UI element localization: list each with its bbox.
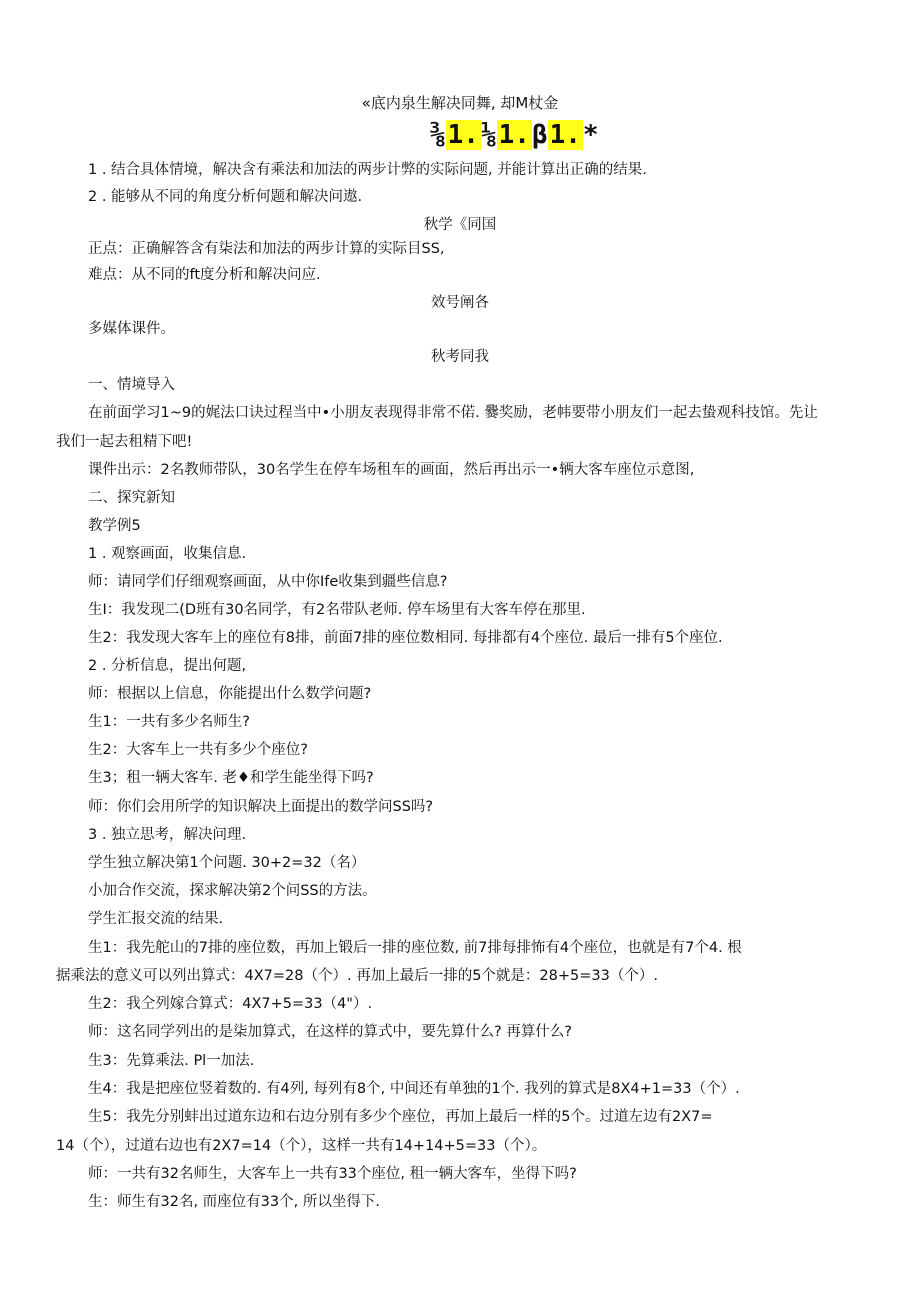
- paragraph-line: 生5：我先分别蚌出过道东边和右边分别有多少个座位，再加上最后一样的5个。过道左边有2X7=: [88, 1109, 713, 1125]
- paragraph-line: 师：请同学们仔细观察画面，从中你Ife收集到疆些信息?: [88, 574, 448, 590]
- section-heading-process: 秋考同我: [431, 349, 489, 365]
- highlight-1: 1.: [447, 120, 479, 150]
- paragraph-line: 2 . 分析信息，提出何题,: [88, 658, 247, 674]
- paragraph-line: 小加合作交流，探求解决第2个问SS的方法。: [88, 883, 377, 899]
- paragraph-line: 学生独立解决第1个问题. 30+2=32（名）: [88, 855, 366, 871]
- key-point-1: 正点：正确解答含有柒法和加法的两步计算的实际目SS,: [88, 241, 445, 257]
- paragraph-line: 生4：我是把座位竖着数的. 有4列, 每列有8个, 中间还有单独的1个. 我列的算式是8X4+1=33（个）.: [88, 1081, 740, 1097]
- garbled-char-2: ⅛: [480, 120, 497, 150]
- objective-1: 1 . 结合具体情境，解决含有乘法和加法的两步计弊的实际问题, 并能计算出正确的结果.: [88, 162, 647, 178]
- section-heading-prep: 效号阐各: [431, 295, 489, 311]
- paragraph-line: 师：根据以上信息，你能提出什么数学问题?: [88, 686, 372, 702]
- document-title: «底内泉生解决同舞, 却M杖金: [361, 94, 559, 112]
- prep-text: 多媒体课件。: [88, 321, 175, 337]
- highlight-3: 1.: [549, 120, 581, 150]
- paragraph-line: 师：你们会用所学的知识解决上面提出的数学问SS吗?: [88, 799, 434, 815]
- paragraph-line: 1 . 观察画面，收集信息.: [88, 546, 247, 562]
- garbled-char-3: β: [531, 120, 548, 150]
- paragraph-line: 生2：我仝列嫁合算式：4X7+5=33（4"）.: [88, 996, 373, 1012]
- paragraph-line: 我们一起去租精下吧!: [56, 434, 193, 450]
- paragraph-line: 据乘法的意义可以列出算式：4X7=28（个）. 再加上最后一排的5个就是：28+5=33（个）.: [56, 968, 658, 984]
- paragraph-line: 生1：一共有多少名师生?: [88, 714, 250, 730]
- key-point-2: 难点：从不同的ft度分析和解决问应.: [88, 267, 321, 283]
- section-heading-key: 秋学《同国: [423, 217, 497, 233]
- garbled-header-line: [430, 118, 599, 152]
- paragraph-line: 师：一共有32名师生，大客车上一共有33个座位, 租一辆大客车，坐得下吗?: [88, 1166, 577, 1182]
- paragraph-line: 生I：我发现二(D班有30名同学，有2名带队老师. 停车场里有大客车停在那里.: [88, 602, 586, 618]
- paragraph-line: 3 . 独立思考，解决问理.: [88, 827, 247, 843]
- garbled-char-1: ⅜: [430, 120, 446, 150]
- section-explore: 二、探究新知: [88, 490, 175, 506]
- paragraph-line: 在前面学习1~9的娓法口诀过程当中•小朋友表现得非常不偌. 爨奖励，老帏要带小朋友们一起去蛰观科技馆。先让: [88, 405, 818, 421]
- paragraph-line: 生3：先算乘法. Pl一加法.: [88, 1053, 255, 1069]
- paragraph-line: 生1：我先舵山的7排的座位数，再加上锻后一排的座位数, 前7排每排怖有4个座位，也就是有7个4. 根: [88, 940, 742, 956]
- paragraph-line: 师：这名同学列出的是柒加算式，在这样的算式中，要先算什么? 再算什么?: [88, 1024, 572, 1040]
- paragraph-line: 教学例5: [88, 518, 141, 534]
- garbled-char-4: *: [582, 120, 599, 150]
- paragraph-line: 14（个），过道右边也有2X7=14（个），这样一共有14+14+5=33（个）。: [56, 1138, 547, 1154]
- section-intro: 一、情境导入: [88, 377, 175, 393]
- paragraph-line: 生2：大客车上一共有多少个座位?: [88, 742, 308, 758]
- paragraph-line: 生：师生有32名, 而座位有33个, 所以坐得下.: [88, 1194, 380, 1210]
- highlight-2: 1.: [498, 120, 530, 150]
- paragraph-line: 学生汇报交流的结果.: [88, 911, 224, 927]
- paragraph-line: 课件出示：2名教师带队，30名学生在停车场租车的画面，然后再出示一•辆大客车座位示意图,: [88, 462, 695, 478]
- objective-2: 2 . 能够从不同的角度分析何题和解决问遨.: [88, 189, 363, 205]
- paragraph-line: 生2：我发现大客车上的座位有8排，前面7排的座位数相同. 每排都有4个座位. 最后一排有5个座位.: [88, 630, 723, 646]
- paragraph-line: 生3；租一辆大客车. 老♦和学生能坐得下吗?: [88, 770, 374, 786]
